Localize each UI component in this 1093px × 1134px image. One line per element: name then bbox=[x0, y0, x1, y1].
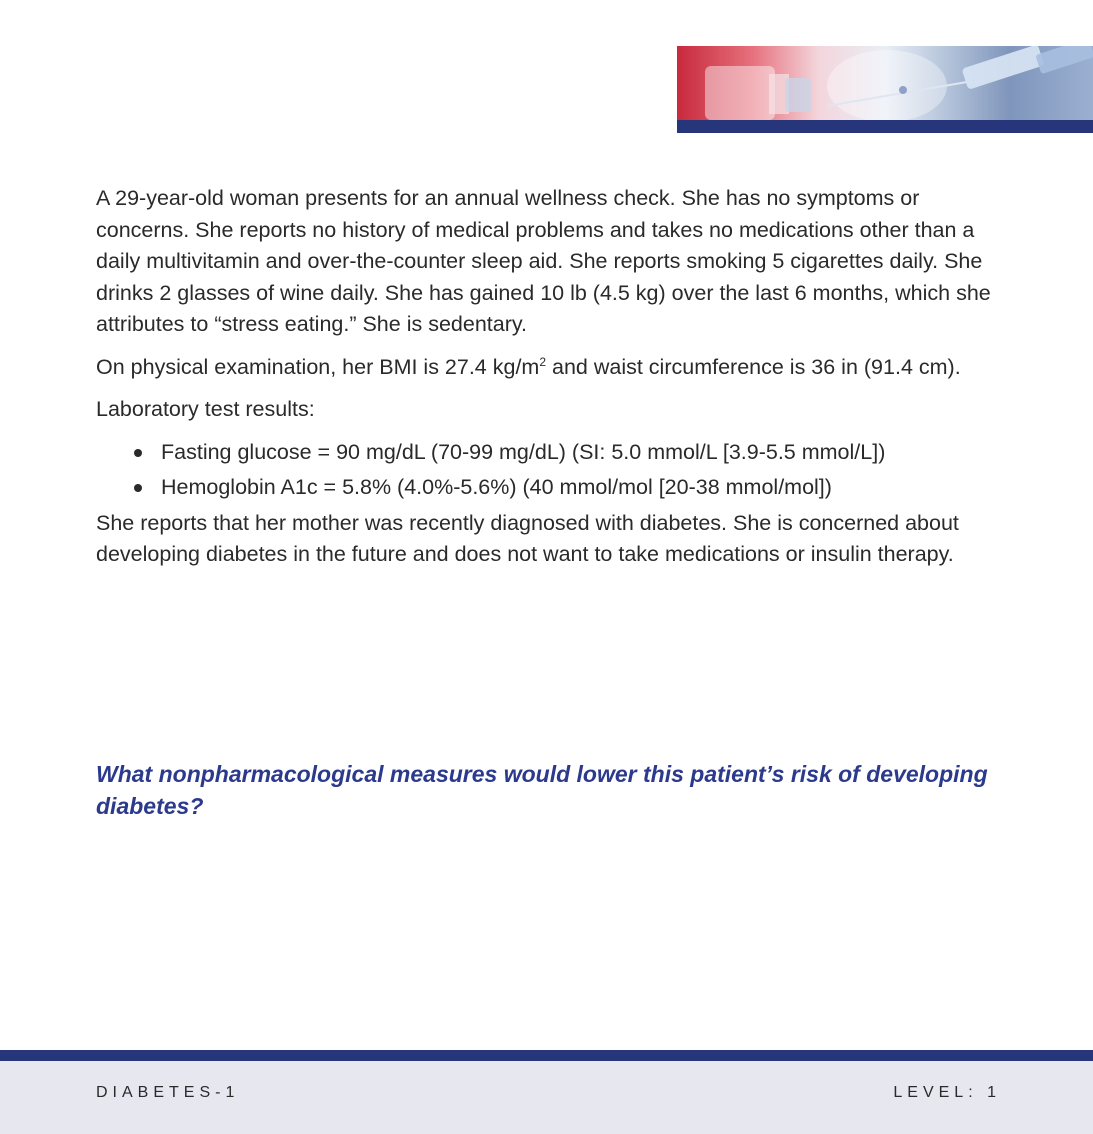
footer-accent-bar bbox=[0, 1050, 1093, 1061]
exam-text-part-1: On physical examination, her BMI is 27.4 kg/m bbox=[96, 354, 540, 379]
family-history-paragraph: She reports that her mother was recently diagnosed with diabetes. She is concerned about developing diabetes in the future and does not want to take medications or insulin therapy. bbox=[96, 510, 959, 566]
footer-case-id: DIABETES-1 bbox=[96, 1084, 240, 1101]
header-accent-bar bbox=[677, 120, 1093, 133]
labs-heading: Laboratory test results: bbox=[96, 397, 315, 421]
footer-level: LEVEL: 1 bbox=[893, 1084, 1001, 1101]
case-content bbox=[96, 183, 1006, 582]
page-footer bbox=[0, 1061, 1093, 1134]
case-intro-paragraph: A 29-year-old woman presents for an annual wellness check. She has no symptoms or concerns. She reports no history of medical problems and takes no medications other than a daily multivitamin and over-the-counter sleep aid. She reports smoking 5 cigarettes daily. She drinks 2 glasses of wine daily. She has gained 10 lb (4.5 kg) over the last 6 months, which she attributes to “stress eating.” She is sedentary. bbox=[96, 186, 991, 336]
lab-result-text: Hemoglobin A1c = 5.8% (4.0%-5.6%) (40 mmol/mol [20-38 mmol/mol]) bbox=[161, 475, 832, 499]
lab-results-list bbox=[96, 437, 1006, 504]
exam-superscript: 2 bbox=[539, 354, 547, 369]
case-question: What nonpharmacological measures would lower this patient’s risk of developing diabetes? bbox=[96, 761, 988, 819]
bullet-dot-icon bbox=[134, 484, 142, 492]
lab-result-text: Fasting glucose = 90 mg/dL (70-99 mg/dL) (SI: 5.0 mmol/L [3.9-5.5 mmol/L]) bbox=[161, 439, 886, 464]
bullet-dot-icon bbox=[134, 449, 142, 457]
physical-exam-paragraph bbox=[96, 352, 1006, 384]
list-item bbox=[96, 472, 1006, 504]
exam-text-part-2: and waist circumference is 36 in (91.4 cm). bbox=[546, 354, 961, 379]
syringe-vial-photo-icon bbox=[677, 46, 1093, 120]
list-item bbox=[96, 437, 1006, 469]
